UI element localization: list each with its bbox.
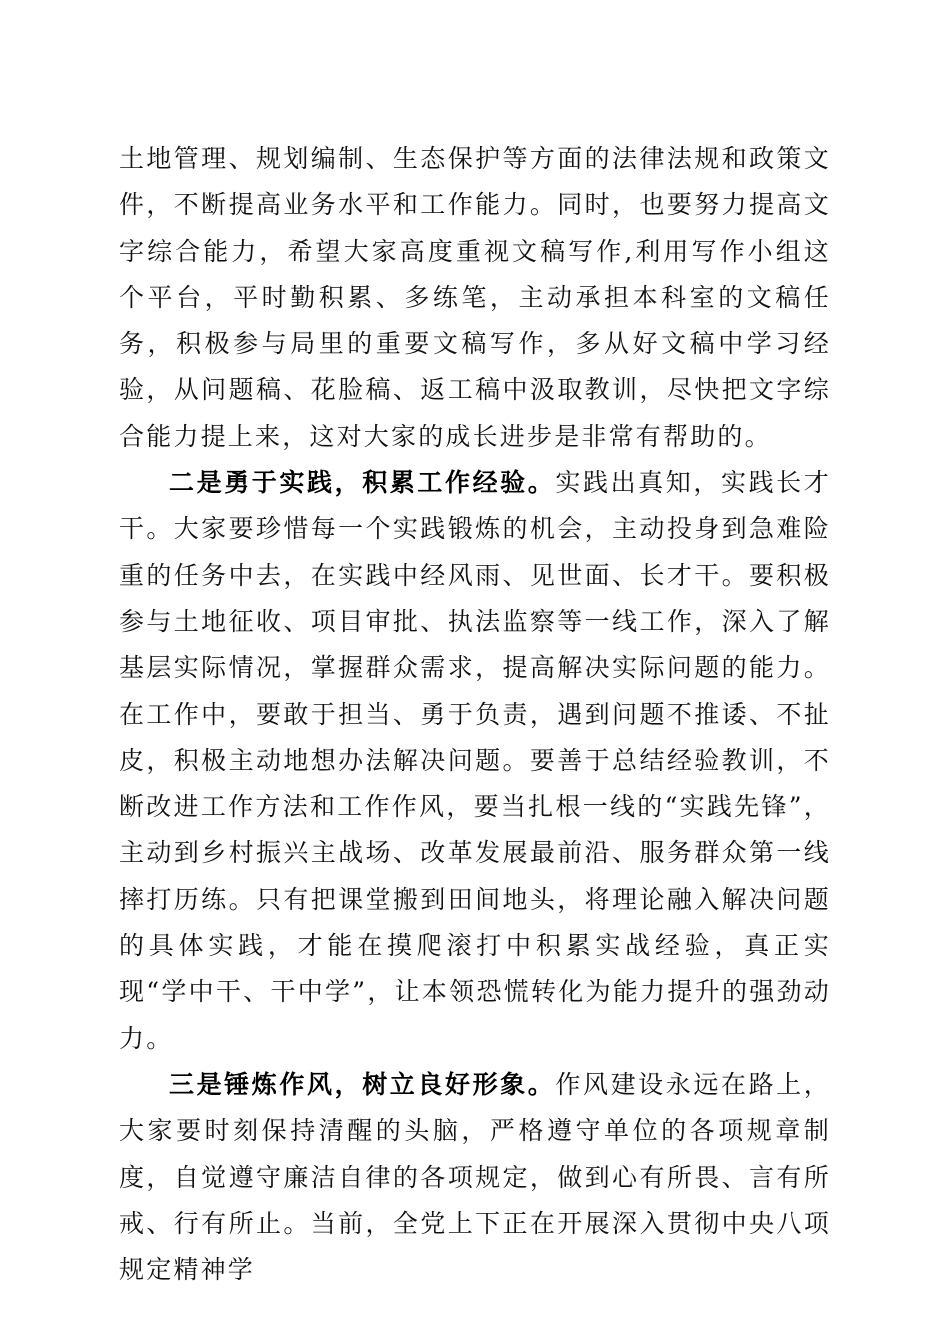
paragraph-2-heading: 二是勇于实践，积累工作经验。 — [169, 468, 556, 498]
paragraph-3 — [119, 1062, 831, 1293]
paragraph-1-text: 土地管理、规划编制、生态保护等方面的法律法规和政策文件，不断提高业务水平和工作能力。同时，也要努力提高文字综合能力，希望大家高度重视文稿写作,利用写作小组这个平台，平时勤积累、多练笔，主动承担本科室的文稿任务，积极参与局里的重要文稿写作，多从好文稿中学习经验，从问题稿、花脸稿、返工稿中汲取教训，尽快把文字综合能力提上来，这对大家的成长进步是非常有帮助的。 — [119, 144, 831, 451]
paragraph-1 — [119, 136, 831, 460]
document-body — [119, 136, 831, 1293]
paragraph-2-text: 实践出真知，实践长才干。大家要珍惜每一个实践锻炼的机会，主动投身到急难险重的任务中去，在实践中经风雨、见世面、长才干。要积极参与土地征收、项目审批、执法监察等一线工作，深入了解基层实际情况，掌握群众需求，提高解决实际问题的能力。在工作中，要敢于担当、勇于负责，遇到问题不推诿、不扯皮，积极主动地想办法解决问题。要善于总结经验教训，不断改进工作方法和工作作风，要当扎根一线的“实践先锋”，主动到乡村振兴主战场、改革发展最前沿、服务群众第一线摔打历练。只有把课堂搬到田间地头，将理论融入解决问题的具体实践，才能在摸爬滚打中积累实战经验，真正实现“学中干、干中学”，让本领恐慌转化为能力提升的强劲动力。 — [119, 468, 831, 1053]
paragraph-3-text: 作风建设永远在路上，大家要时刻保持清醒的头脑，严格遵守单位的各项规章制度，自觉遵守廉洁自律的各项规定，做到心有所畏、言有所戒、行有所止。当前，全党上下正在开展深入贯彻中央八项规定精神学 — [119, 1069, 831, 1285]
paragraph-3-heading: 三是锤炼作风，树立良好形象。 — [169, 1069, 556, 1099]
paragraph-2 — [119, 460, 831, 1062]
